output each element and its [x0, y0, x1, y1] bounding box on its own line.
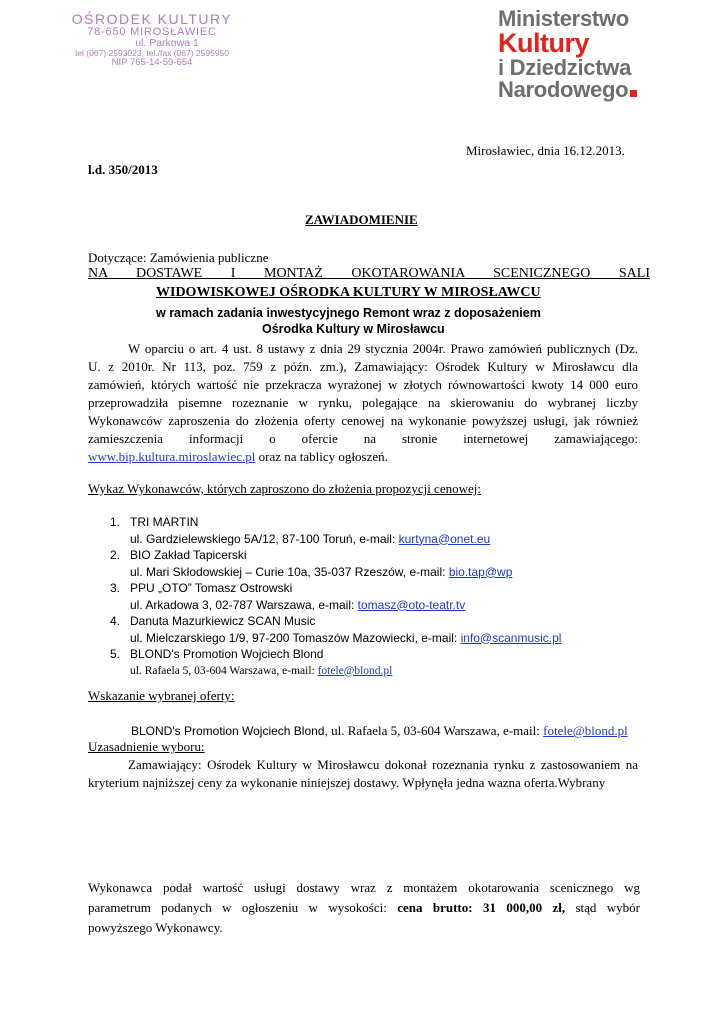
justification-line-1: Zamawiający: Ośrodek Kultury w Mirosławcu dokonał rozeznania rynku z zastosowaniem na [128, 757, 638, 772]
subject-line-1-text: NA DOSTAWE I MONTAŻ OKOTAROWANIA SCENICZNEGO SALI [88, 266, 650, 281]
closing-paragraph [88, 878, 640, 938]
stamp-line-4: tel (067) 2593023, tel./fax (067) 2595950 [74, 48, 230, 59]
contractors-list [100, 514, 561, 679]
logo-dot [630, 90, 637, 97]
reference-number: l.d. 350/2013 [88, 162, 158, 177]
contractor-email-link[interactable]: fotele@blond.pl [317, 664, 393, 677]
body-line-7 [88, 448, 638, 466]
stamp-line-5: NIP 765-14-59-654 [111, 57, 193, 69]
list-number: 2. [109, 548, 120, 562]
selected-offer [131, 723, 628, 739]
contractor-name: Danuta Mazurkiewicz SCAN Music [130, 614, 316, 628]
list-item [100, 514, 561, 547]
list-item [100, 646, 561, 679]
logo-line-1: Ministerstwo [498, 6, 629, 31]
contractor-email-link[interactable]: tomasz@oto-teatr.tv [357, 597, 466, 612]
closing-line-1: Wykonawca podał wartość usługi dostawy wraz z montażem okotarowania scenicznego wg [88, 880, 640, 895]
contractor-address: ul. Mari Skłodowskiej – Curie 10a, 35-037 Rzeszów, e-mail: [130, 564, 449, 579]
list-number: 1. [109, 515, 120, 529]
body-line-3: zamówień, których wartość nie przekracza wyrażonej w złotych równowartości kwoty 14 000 euro [88, 377, 638, 392]
contractor-email-link[interactable]: info@scanmusic.pl [460, 630, 562, 645]
stamp-line-1: OŚRODEK KULTURY [71, 11, 233, 27]
justification-line-2: kryterium najniższej ceny za wykonanie niniejszej dostawy. Wpłynęła jedna wazna oferta.Wybrany [88, 775, 606, 790]
list-number: 3. [109, 581, 120, 595]
bip-link[interactable]: www.bip.kultura.miroslawiec.pl [88, 449, 256, 464]
body-line-2: U. z 2010r. Nr 113, poz. 759 z późn. zm.), Zamawiający: Ośrodek Kultury w Mirosławcu dla [88, 359, 638, 374]
ministry-logo [498, 8, 637, 101]
list-number: 4. [109, 614, 120, 628]
document-title: ZAWIADOMIENIE [305, 212, 418, 227]
body-line-5: Wykonawców zaproszenia do złożenia oferty cenowej na wykonanie powyższej usługi, jak również [88, 413, 638, 428]
contractor-name: BIO Zakład Tapicerski [130, 548, 247, 562]
subject-label: Dotyczące: Zamówienia publiczne [88, 250, 269, 265]
list-item [100, 580, 561, 613]
logo-line-3: i Dziedzictwa [498, 55, 632, 80]
closing-line-2-pre: parametrum podanych w ogłoszeniu w wysokości: [88, 900, 398, 915]
contractor-address: ul. Gardzielewskiego 5A/12, 87-100 Toruń, e-mail: [130, 531, 399, 546]
list-item [100, 547, 561, 580]
institution-stamp [62, 12, 242, 68]
contractor-email-link[interactable]: kurtyna@onet.eu [398, 531, 491, 546]
selected-address: ul. Rafaela 5, 03-604 Warszawa, e-mail: [327, 723, 544, 738]
body-line-6: zamieszczenia informacji o ofercie na stronie internetowej zamawiającego: [88, 431, 638, 446]
logo-line-4 [498, 79, 637, 101]
contractor-address: ul. Arkadowa 3, 02-787 Warszawa, e-mail: [130, 597, 358, 612]
justification-heading: Uzasadnienie wyboru: [88, 739, 205, 754]
list-number: 5. [109, 647, 120, 661]
contractor-address: ul. Mielczarskiego 1/9, 97-200 Tomaszów Mazowiecki, e-mail: [130, 630, 461, 645]
contractor-address: ul. Rafaela 5, 03-604 Warszawa, e-mail: [130, 664, 318, 677]
place-date: Mirosławiec, dnia 16.12.2013. [466, 143, 625, 158]
stamp-line-3: ul. Parkowa 1 [135, 37, 199, 50]
subject-line-1 [88, 266, 650, 282]
subject-sub-2: Ośrodka Kultury w Mirosławcu [262, 322, 445, 336]
stamp-line-2: 78-650 MIROSŁAWIEC [87, 25, 217, 38]
body-line-7-tail: oraz na tablicy ogłoszeń. [255, 449, 388, 464]
contractors-heading: Wykaz Wykonawców, których zaproszono do złożenia propozycji cenowej: [88, 481, 481, 496]
closing-line-3: powyższego Wykonawcy. [88, 920, 223, 935]
subject-line-2: WIDOWISKOWEJ OŚRODKA KULTURY W MIROSŁAWCU [156, 285, 541, 300]
selected-name: BLOND's Promotion Wojciech Blond, [131, 724, 328, 738]
contractor-name: TRI MARTIN [130, 515, 199, 529]
subject-sub-1: w ramach zadania inwestycyjnego Remont wraz z doposażeniem [156, 306, 541, 320]
contractor-email-link[interactable]: bio.tap@wp [448, 564, 513, 579]
closing-line-2-post: stąd wybór [565, 900, 640, 915]
selected-heading: Wskazanie wybranej oferty: [88, 688, 235, 703]
selected-email-link[interactable]: fotele@blond.pl [543, 723, 628, 738]
logo-line-4-text: Narodowego [498, 77, 629, 102]
contractor-name: BLOND's Promotion Wojciech Blond [130, 647, 324, 661]
contractor-name: PPU „OTO” Tomasz Ostrowski [130, 581, 293, 595]
justification-paragraph [88, 756, 638, 792]
closing-price: cena brutto: 31 000,00 zł, [397, 900, 566, 915]
list-item [100, 613, 561, 646]
body-paragraph [88, 340, 638, 466]
closing-line-2 [88, 898, 640, 918]
body-line-4: przeprowadziła pisemne rozeznanie w rynku, polegające na skierowaniu do wybranej liczby [88, 395, 638, 410]
body-line-1: W oparciu o art. 4 ust. 8 ustawy z dnia 29 stycznia 2004r. Prawo zamówień publicznych (Dz. [128, 341, 638, 356]
logo-line-2: Kultury [498, 28, 589, 58]
